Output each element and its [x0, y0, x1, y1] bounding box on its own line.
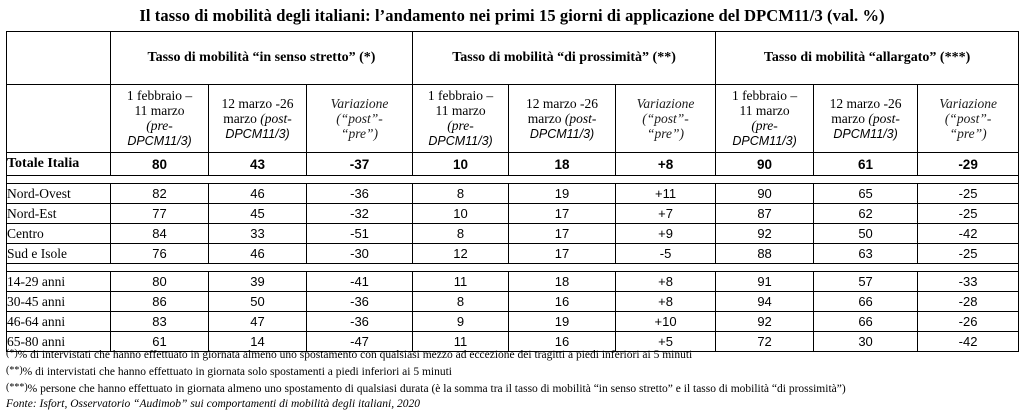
group-header-allargato: Tasso di mobilità “allargato” (***) — [716, 32, 1019, 85]
subheader-text: DPCM11/3) — [428, 134, 493, 148]
value-cell: -33 — [918, 272, 1019, 292]
row-label: Centro — [7, 224, 111, 244]
subheader-text: 1 febbraio – — [126, 88, 193, 103]
value-cell: -36 — [307, 184, 413, 204]
subheader-post — [209, 85, 307, 153]
value-cell: -5 — [616, 244, 716, 264]
value-cell: 8 — [413, 184, 509, 204]
value-cell: 33 — [209, 224, 307, 244]
subheader-text: DPCM11/3) — [833, 126, 898, 141]
value-cell: -25 — [918, 244, 1019, 264]
subheader-text: (post- — [868, 110, 900, 126]
row-label: Sud e Isole — [7, 244, 111, 264]
subheader-post — [509, 85, 616, 153]
subheader-text: “pre”) — [647, 126, 685, 141]
table-row — [7, 272, 1019, 292]
value-cell: 94 — [716, 292, 814, 312]
footnote-mark: (**) — [6, 365, 23, 376]
value-cell: 88 — [716, 244, 814, 264]
row-label: 46-64 anni — [7, 312, 111, 332]
footnote-2 — [6, 363, 1018, 380]
value-cell: -26 — [918, 312, 1019, 332]
value-cell: 80 — [111, 272, 209, 292]
value-cell: +5 — [616, 332, 716, 352]
subheader-variation — [307, 85, 413, 153]
value-cell: 19 — [509, 184, 616, 204]
subheader-text: (“post”- — [944, 111, 992, 126]
subheader-text: DPCM11/3) — [732, 134, 797, 148]
value-cell: 12 — [413, 244, 509, 264]
subheader-text: (pre- — [146, 118, 173, 133]
footnote-text: % persone che hanno effettuato in giornata almeno uno spostamento di qualsiasi durata (è la somma tra il tasso di mobilità “in senso stretto” e il tasso di mobilità “di prossimità”) — [27, 383, 846, 395]
source-note: Fonte: Isfort, Osservatorio “Audimob” sui comportamenti di mobilità degli italiani, 2020 — [6, 398, 420, 410]
total-value-cell: -37 — [307, 153, 413, 176]
value-cell: 87 — [716, 204, 814, 224]
subheader-text: “pre”) — [949, 126, 987, 141]
value-cell: 11 — [413, 332, 509, 352]
footnotes — [6, 346, 1018, 412]
value-cell: 72 — [716, 332, 814, 352]
group-header-senso-stretto: Tasso di mobilità “in senso stretto” (*) — [111, 32, 413, 85]
value-cell: 30 — [814, 332, 918, 352]
table-row — [7, 312, 1019, 332]
subheader-text: 12 marzo -26 — [221, 95, 294, 111]
value-cell: 10 — [413, 204, 509, 224]
subheader-text: (pre- — [751, 118, 778, 133]
subheader-variation — [616, 85, 716, 153]
group-header-prossimita: Tasso di mobilità “di prossimità” (**) — [413, 32, 716, 85]
total-row — [7, 153, 1019, 176]
subheader-row — [7, 85, 1019, 153]
row-label: Nord-Est — [7, 204, 111, 224]
value-cell: 17 — [509, 244, 616, 264]
separator-cell — [7, 264, 1019, 272]
separator-row — [7, 176, 1019, 184]
header-empty-cell — [7, 32, 111, 85]
total-value-cell: -29 — [918, 153, 1019, 176]
subheader-text: marzo — [831, 110, 865, 126]
value-cell: 77 — [111, 204, 209, 224]
subheader-text: 12 marzo -26 — [526, 95, 599, 111]
table-row — [7, 224, 1019, 244]
subheader-text: Variazione — [636, 96, 695, 111]
value-cell: +7 — [616, 204, 716, 224]
subheader-text: DPCM11/3) — [225, 126, 290, 141]
footnote-text: % di intervistati che hanno effettuato in giornata almeno uno spostamento con qualsiasi mezzo ad eccezione dei tragitti a piedi inferiori ai 5 minuti — [17, 349, 693, 361]
value-cell: -30 — [307, 244, 413, 264]
value-cell: 66 — [814, 312, 918, 332]
value-cell: 61 — [111, 332, 209, 352]
subheader-text: Variazione — [330, 96, 389, 111]
value-cell: -36 — [307, 312, 413, 332]
value-cell: -32 — [307, 204, 413, 224]
value-cell: 92 — [716, 312, 814, 332]
subheader-pre — [413, 85, 509, 153]
value-cell: 17 — [509, 204, 616, 224]
subheader-text: (“post”- — [336, 111, 383, 126]
value-cell: +10 — [616, 312, 716, 332]
value-cell: 83 — [111, 312, 209, 332]
total-value-cell: 43 — [209, 153, 307, 176]
value-cell: -28 — [918, 292, 1019, 312]
value-cell: +8 — [616, 272, 716, 292]
subheader-text: marzo — [527, 110, 562, 126]
value-cell: 45 — [209, 204, 307, 224]
subheader-text: “pre”) — [341, 126, 379, 141]
value-cell: +9 — [616, 224, 716, 244]
value-cell: 76 — [111, 244, 209, 264]
value-cell: 92 — [716, 224, 814, 244]
total-value-cell: 18 — [509, 153, 616, 176]
subheader-variation — [918, 85, 1019, 153]
total-value-cell: 10 — [413, 153, 509, 176]
value-cell: 57 — [814, 272, 918, 292]
value-cell: 46 — [209, 184, 307, 204]
subheader-text: 11 marzo — [134, 103, 185, 118]
value-cell: 47 — [209, 312, 307, 332]
subheader-text: Variazione — [939, 96, 997, 111]
total-value-cell: +8 — [616, 153, 716, 176]
value-cell: 46 — [209, 244, 307, 264]
subheader-text: 12 marzo -26 — [829, 95, 902, 111]
footnote-text: % di intervistati che hanno effettuato in giornata solo spostamenti a piedi inferiori ai 5 minuti — [22, 366, 453, 378]
table-row — [7, 292, 1019, 312]
subheader-pre — [111, 85, 209, 153]
value-cell: -47 — [307, 332, 413, 352]
area-rows — [7, 184, 1019, 264]
total-label: Totale Italia — [7, 153, 111, 176]
value-cell: -41 — [307, 272, 413, 292]
value-cell: +8 — [616, 292, 716, 312]
subheader-text: marzo — [223, 110, 257, 126]
value-cell: -25 — [918, 184, 1019, 204]
row-label: Nord-Ovest — [7, 184, 111, 204]
value-cell: 8 — [413, 292, 509, 312]
row-label: 14-29 anni — [7, 272, 111, 292]
value-cell: -25 — [918, 204, 1019, 224]
value-cell: 62 — [814, 204, 918, 224]
value-cell: 66 — [814, 292, 918, 312]
value-cell: 11 — [413, 272, 509, 292]
value-cell: 8 — [413, 224, 509, 244]
subheader-text: 11 marzo — [739, 103, 790, 118]
value-cell: 86 — [111, 292, 209, 312]
mobility-table — [6, 31, 1019, 352]
footnote-3 — [6, 380, 1018, 397]
total-value-cell: 90 — [716, 153, 814, 176]
value-cell: 19 — [509, 312, 616, 332]
value-cell: 90 — [716, 184, 814, 204]
table-title: Il tasso di mobilità degli italiani: l’andamento nei primi 15 giorni di applicazione del DPCM11/3 (val. %) — [139, 6, 885, 25]
footnote-mark: (*) — [6, 348, 18, 359]
value-cell: 50 — [209, 292, 307, 312]
subheader-text: DPCM11/3) — [529, 126, 595, 141]
table-row — [7, 204, 1019, 224]
separator-row — [7, 264, 1019, 272]
value-cell: 91 — [716, 272, 814, 292]
total-value-cell: 80 — [111, 153, 209, 176]
footnote-1 — [6, 346, 1018, 363]
subheader-text: (“post”- — [642, 111, 689, 126]
value-cell: 14 — [209, 332, 307, 352]
value-cell: 84 — [111, 224, 209, 244]
table-row — [7, 184, 1019, 204]
subheader-empty-cell — [7, 85, 111, 153]
value-cell: -42 — [918, 224, 1019, 244]
subheader-text: (pre- — [447, 118, 474, 133]
value-cell: 18 — [509, 272, 616, 292]
value-cell: 82 — [111, 184, 209, 204]
age-rows — [7, 272, 1019, 352]
subheader-text: (post- — [260, 110, 292, 126]
value-cell: +11 — [616, 184, 716, 204]
subheader-post — [814, 85, 918, 153]
subheader-text: (post- — [564, 110, 597, 126]
subheader-pre — [716, 85, 814, 153]
value-cell: -36 — [307, 292, 413, 312]
separator-cell — [7, 176, 1019, 184]
value-cell: 9 — [413, 312, 509, 332]
value-cell: 16 — [509, 332, 616, 352]
value-cell: 17 — [509, 224, 616, 244]
value-cell: 65 — [814, 184, 918, 204]
value-cell: 39 — [209, 272, 307, 292]
row-label: 65-80 anni — [7, 332, 111, 352]
table-row — [7, 244, 1019, 264]
subheader-text: DPCM11/3) — [127, 134, 192, 148]
subheader-text: 1 febbraio – — [427, 88, 494, 103]
value-cell: 50 — [814, 224, 918, 244]
footnote-mark: (***) — [6, 382, 28, 393]
subheader-text: 11 marzo — [435, 103, 486, 118]
row-label: 30-45 anni — [7, 292, 111, 312]
value-cell: 63 — [814, 244, 918, 264]
value-cell: -42 — [918, 332, 1019, 352]
value-cell: 16 — [509, 292, 616, 312]
total-value-cell: 61 — [814, 153, 918, 176]
subheader-text: 1 febbraio – — [731, 88, 798, 103]
value-cell: -51 — [307, 224, 413, 244]
